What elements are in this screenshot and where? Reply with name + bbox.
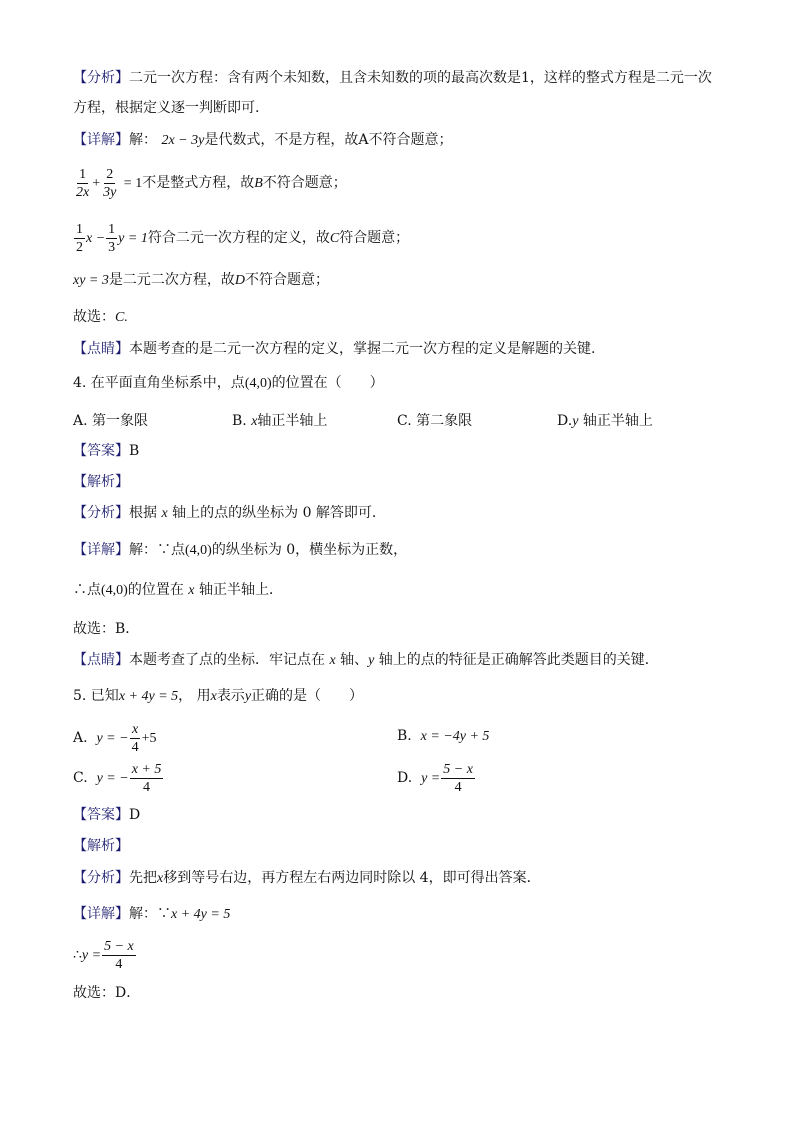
comment-tag: 【点睛】 — [73, 341, 129, 357]
analysis-text: 二元一次方程：含有两个未知数，且含未知数的项的最高次数是1，这样的整式方程是二元一次 — [129, 70, 712, 86]
q5-detail: 【详解】解：∵x + 4y = 5 — [73, 906, 231, 922]
fraction: $\frac{1}{3}$ — [108, 221, 116, 255]
q4-option-d: D.y 轴正半轴上 — [557, 413, 653, 429]
detail-tag: 【详解】 — [73, 906, 129, 922]
q3-option-b-line: $\frac{1}{2x}$ + $\frac{2}{3y}$ = 1不是整式方程，故B不符合题意； — [76, 166, 347, 200]
q3-choice-line: 故选：C. — [73, 309, 128, 325]
math-expression: 2x − 3y — [161, 133, 205, 148]
q5-jiexi — [73, 836, 129, 856]
jiexi-tag: 【解析】 — [73, 474, 129, 490]
detail-prefix: 解： — [129, 132, 157, 148]
q4-option-b: B. x轴正半轴上 — [232, 413, 328, 429]
jiexi-tag: 【解析】 — [73, 838, 129, 854]
analysis-text: 方程，根据定义逐一判断即可. — [73, 100, 260, 116]
q4-option-c: C. 第二象限 — [397, 413, 473, 429]
detail-text: 是代数式，不是方程，故A不符合题意； — [204, 132, 453, 148]
fraction: $\frac{x}{4}$ — [131, 721, 139, 755]
q5-option-a: A. y = − $\frac{x}{4}$ +5 — [73, 721, 157, 755]
analysis-tag: 【分析】 — [73, 505, 129, 521]
comment-tag: 【点睛】 — [73, 652, 129, 668]
q4-therefore: ∴点(4,0)的位置在 x 轴正半轴上． — [73, 582, 283, 598]
q5-option-b: B. x = −4y + 5 — [397, 728, 490, 744]
q3-option-c-line: $\frac{1}{2}$ x − $\frac{1}{3}$ y = 1符合二元一次方程的定义，故C符合题意； — [76, 221, 410, 255]
math-expression: = 1 — [123, 176, 143, 191]
q4-option-a: A. 第一象限 — [73, 413, 149, 429]
fraction: $\frac{1}{2}$ — [76, 221, 83, 255]
q4-analysis: 【分析】根据 x 轴上的点的纵坐标为 0 解答即可． — [73, 505, 386, 521]
q4-jiexi — [73, 472, 129, 492]
q5-answer: 【答案】D — [73, 807, 141, 823]
q4-detail: 【详解】解：∵点(4,0)的纵坐标为 0，横坐标为正数， — [73, 542, 408, 558]
q4-answer: 【答案】B — [73, 443, 140, 459]
q3-analysis-line2 — [73, 98, 259, 118]
fraction: $\frac{1}{2x}$ — [76, 166, 90, 200]
q3-analysis-line1 — [73, 68, 712, 88]
answer-tag: 【答案】 — [73, 807, 129, 823]
q3-option-d-line: xy = 3是二元二次方程，故D不符合题意； — [73, 272, 329, 288]
q4-stem: 4. 在平面直角坐标系中，点(4,0)的位置在（ ） — [73, 375, 384, 391]
math-expression: xy = 3 — [73, 273, 109, 288]
analysis-tag: 【分析】 — [73, 870, 129, 886]
fraction: $\frac{2}{3y}$ — [103, 166, 117, 200]
q5-analysis: 【分析】先把x移到等号右边，再方程左右两边同时除以 4，即可得出答案． — [73, 870, 541, 886]
analysis-tag: 【分析】 — [73, 70, 129, 86]
answer-tag: 【答案】 — [73, 443, 129, 459]
q5-stem: 5. 已知x + 4y = 5， 用x表示y正确的是（ ） — [73, 688, 364, 704]
q4-choice: 故选：B． — [73, 621, 140, 637]
q3-detail-line — [73, 130, 452, 151]
q3-comment-line: 【点睛】本题考查的是二元一次方程的定义，掌握二元一次方程的定义是解题的关键. — [73, 341, 596, 357]
detail-tag: 【详解】 — [73, 132, 129, 148]
q5-therefore: ∴y = $\frac{5 - x}{4}$ — [73, 938, 134, 972]
fraction: $\frac{5 - x}{4}$ — [443, 761, 473, 795]
fraction: $\frac{x + 5}{4}$ — [131, 761, 162, 795]
q5-option-d: D. y = $\frac{5 - x}{4}$ — [397, 761, 473, 795]
q4-comment: 【点睛】本题考查了点的坐标．牢记点在 x 轴、y 轴上的点的特征是正确解答此类题目的关键． — [73, 652, 659, 668]
q5-choice: 故选：D． — [73, 985, 141, 1001]
q5-option-c: C. y = − $\frac{x + 5}{4}$ — [73, 761, 162, 795]
detail-tag: 【详解】 — [73, 542, 129, 558]
fraction: $\frac{5 - x}{4}$ — [104, 938, 134, 972]
